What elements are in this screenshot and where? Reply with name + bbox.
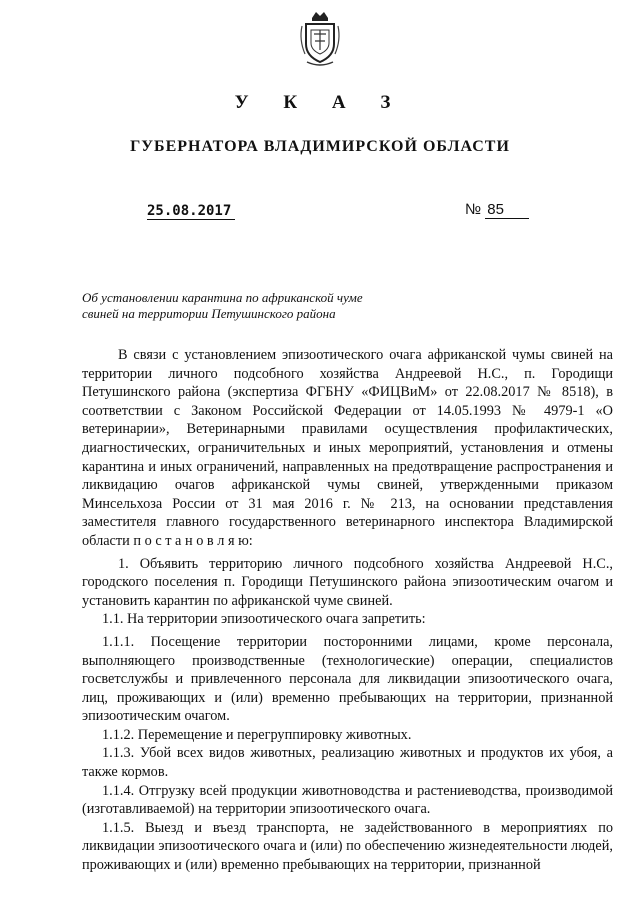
item-1-1-1: 1.1.1. Посещение территории посторонними лицами, кроме персонала, выполняющего производственные (технологические) операции, специалистов госветслужбы и привлеченного персонала для ликвидации эпизоотического очага, лиц, проживающих и (или) временно пребывающих на территории, признанной эпизоотическим очагом. [82, 633, 613, 725]
decree-number [465, 201, 529, 219]
decree-body [82, 346, 613, 875]
decree-title: У К А З [234, 92, 406, 113]
subject-line-2: свиней на территории Петушинского района [82, 306, 336, 321]
item-1-1-5: 1.1.5. Выезд и въезд транспорта, не задействованного в мероприятиях по ликвидации эпизоотического очага и (или) по обеспечению жизнедеятельности людей, проживающих и (или) временно пребывающих на территории, признанной [82, 819, 613, 874]
item-1-1-3: 1.1.3. Убой всех видов животных, реализацию животных и продуктов их убоя, а также кормов. [82, 745, 613, 781]
item-1-1-2: 1.1.2. Перемещение и перегруппировку животных. [102, 726, 412, 743]
item-1-1: 1.1. На территории эпизоотического очага запретить: [102, 611, 426, 628]
item-1-1-4: 1.1.4. Отгрузку всей продукции животноводства и растениеводства, производимой (изготавливаемой) на территории эпизоотического очага. [82, 782, 613, 818]
number-value: 85 [485, 201, 529, 219]
coat-of-arms-emblem [297, 10, 343, 68]
number-prefix: № [465, 201, 482, 218]
decree-subject [82, 290, 382, 322]
preamble-paragraph: В связи с установлением эпизоотического очага африканской чумы свиней на территории личного подсобного хозяйства Андреевой Н.С., п. Городищи Петушинского района (экспертиза ФГБНУ «ФИЦВиМ» от 22.08.2017 № 8518), в соответствии с Законом Российской Федерации от 14.05.1993 № 4979-1 «О ветеринарии», Ветеринарными правилами осуществления профилактических, диагностических, ограничительных и иных мероприятий, установления и отмены карантина и иных ограничений, направленных на предотвращение распространения и ликвидацию очагов африканской чумы свиней, утвержденными приказом Минсельхоза России от 31 мая 2016 г. № 213, на основании представления заместителя главного государственного ветеринарного инспектора Владимирской области п о с т а н о в л я ю: [82, 347, 613, 549]
decree-issuer: ГУБЕРНАТОРА ВЛАДИМИРСКОЙ ОБЛАСТИ [130, 138, 510, 155]
item-1: 1. Объявить территорию личного подсобного хозяйства Андреевой Н.С., городского поселения п. Городищи Петушинского района эпизоотическим очагом и установить карантин по африканской чуме свиней. [82, 555, 613, 609]
subject-line-1: Об установлении карантина по африканской чуме [82, 290, 363, 305]
decree-date: 25.08.2017 [147, 203, 235, 220]
